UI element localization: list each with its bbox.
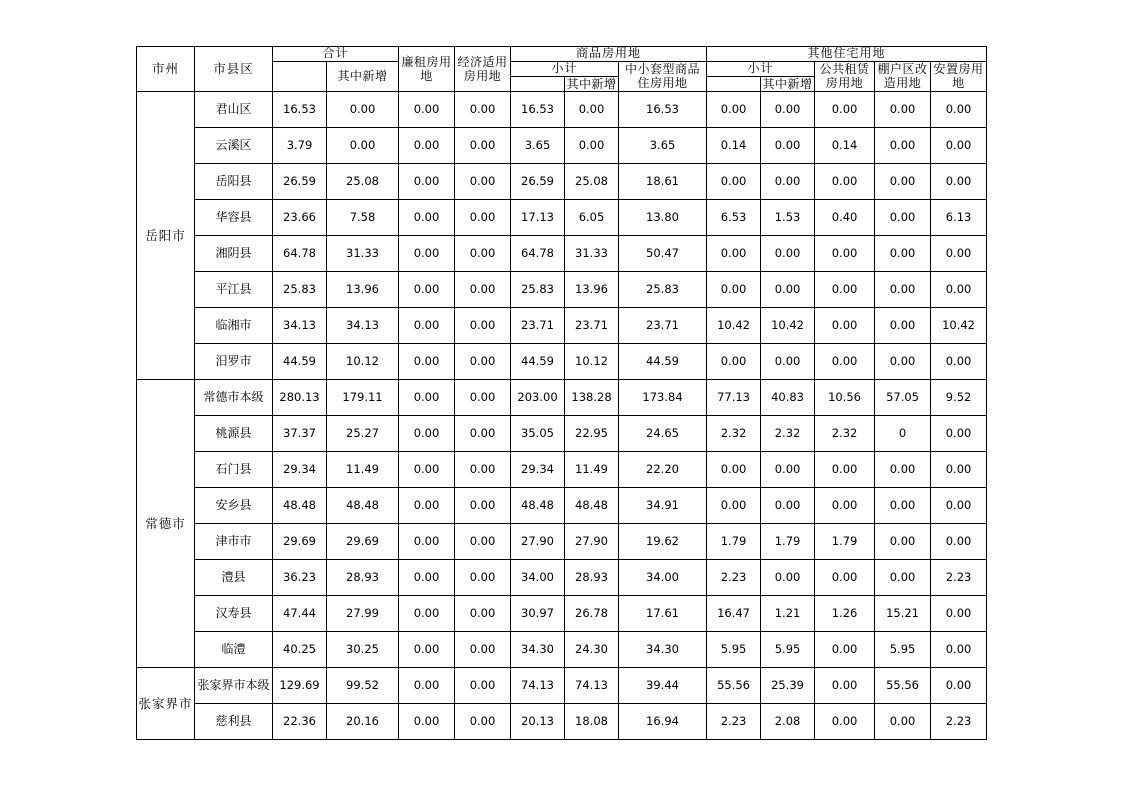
value-cell: 34.30 <box>619 631 707 667</box>
header-lianzu: 廉租房用地 <box>399 47 455 92</box>
value-cell: 0.14 <box>815 127 875 163</box>
value-cell: 0.00 <box>815 667 875 703</box>
value-cell: 0.00 <box>931 451 987 487</box>
value-cell: 0.00 <box>875 199 931 235</box>
value-cell: 17.13 <box>511 199 565 235</box>
value-cell: 0 <box>875 415 931 451</box>
table-row <box>137 523 987 559</box>
value-cell: 0.00 <box>875 451 931 487</box>
value-cell: 280.13 <box>273 379 327 415</box>
value-cell: 1.53 <box>761 199 815 235</box>
header-county: 市县区 <box>195 47 273 92</box>
value-cell: 2.08 <box>761 703 815 739</box>
header-jingji: 经济适用房用地 <box>455 47 511 92</box>
table-body <box>137 91 987 739</box>
value-cell: 0.00 <box>707 451 761 487</box>
county-cell: 汨罗市 <box>195 343 273 379</box>
value-cell: 1.26 <box>815 595 875 631</box>
value-cell: 0.00 <box>815 271 875 307</box>
value-cell: 0.00 <box>455 307 511 343</box>
value-cell: 55.56 <box>707 667 761 703</box>
table-row <box>137 91 987 127</box>
value-cell: 23.71 <box>619 307 707 343</box>
value-cell: 23.71 <box>565 307 619 343</box>
county-cell: 汉寿县 <box>195 595 273 631</box>
value-cell: 9.52 <box>931 379 987 415</box>
value-cell: 44.59 <box>619 343 707 379</box>
value-cell: 16.94 <box>619 703 707 739</box>
value-cell: 0.00 <box>875 343 931 379</box>
table-row <box>137 631 987 667</box>
value-cell: 0.00 <box>761 343 815 379</box>
county-cell: 澧县 <box>195 559 273 595</box>
value-cell: 0.00 <box>455 631 511 667</box>
value-cell: 0.00 <box>455 343 511 379</box>
value-cell: 2.32 <box>815 415 875 451</box>
value-cell: 29.34 <box>273 451 327 487</box>
value-cell: 0.00 <box>707 487 761 523</box>
value-cell: 10.12 <box>327 343 399 379</box>
table-row <box>137 667 987 703</box>
table-container <box>136 46 986 740</box>
value-cell: 0.00 <box>399 559 455 595</box>
county-cell: 君山区 <box>195 91 273 127</box>
header-anzhi: 安置房用地 <box>931 61 987 91</box>
value-cell: 64.78 <box>511 235 565 271</box>
value-cell: 0.00 <box>327 91 399 127</box>
value-cell: 50.47 <box>619 235 707 271</box>
table-row <box>137 307 987 343</box>
table-row <box>137 703 987 739</box>
value-cell: 24.30 <box>565 631 619 667</box>
value-cell: 22.95 <box>565 415 619 451</box>
value-cell: 0.00 <box>761 163 815 199</box>
value-cell: 0.00 <box>707 343 761 379</box>
value-cell: 0.00 <box>875 127 931 163</box>
value-cell: 3.65 <box>619 127 707 163</box>
value-cell: 6.13 <box>931 199 987 235</box>
county-cell: 桃源县 <box>195 415 273 451</box>
value-cell: 57.05 <box>875 379 931 415</box>
header-row-1 <box>137 47 987 62</box>
value-cell: 0.00 <box>875 703 931 739</box>
value-cell: 25.83 <box>619 271 707 307</box>
value-cell: 0.00 <box>455 451 511 487</box>
value-cell: 138.28 <box>565 379 619 415</box>
table-row <box>137 271 987 307</box>
value-cell: 0.00 <box>327 127 399 163</box>
table-row <box>137 595 987 631</box>
value-cell: 48.48 <box>511 487 565 523</box>
county-cell: 岳阳县 <box>195 163 273 199</box>
value-cell: 64.78 <box>273 235 327 271</box>
value-cell: 22.20 <box>619 451 707 487</box>
value-cell: 26.59 <box>273 163 327 199</box>
value-cell: 48.48 <box>565 487 619 523</box>
table-row <box>137 163 987 199</box>
value-cell: 44.59 <box>273 343 327 379</box>
county-cell: 临澧 <box>195 631 273 667</box>
value-cell: 2.23 <box>707 703 761 739</box>
value-cell: 22.36 <box>273 703 327 739</box>
table-header <box>137 47 987 92</box>
value-cell: 36.23 <box>273 559 327 595</box>
value-cell: 0.00 <box>931 631 987 667</box>
county-cell: 湘阴县 <box>195 235 273 271</box>
value-cell: 34.13 <box>327 307 399 343</box>
value-cell: 30.25 <box>327 631 399 667</box>
value-cell: 13.80 <box>619 199 707 235</box>
value-cell: 17.61 <box>619 595 707 631</box>
value-cell: 2.23 <box>707 559 761 595</box>
value-cell: 10.12 <box>565 343 619 379</box>
header-gonggong: 公共租赁房用地 <box>815 61 875 91</box>
value-cell: 0.00 <box>815 307 875 343</box>
value-cell: 2.23 <box>931 703 987 739</box>
table-row <box>137 415 987 451</box>
value-cell: 1.79 <box>707 523 761 559</box>
value-cell: 0.00 <box>565 127 619 163</box>
value-cell: 5.95 <box>707 631 761 667</box>
value-cell: 19.62 <box>619 523 707 559</box>
table-row <box>137 127 987 163</box>
value-cell: 0.00 <box>707 235 761 271</box>
value-cell: 0.00 <box>931 523 987 559</box>
value-cell: 0.00 <box>761 235 815 271</box>
value-cell: 0.00 <box>399 631 455 667</box>
value-cell: 18.08 <box>565 703 619 739</box>
value-cell: 11.49 <box>327 451 399 487</box>
value-cell: 6.53 <box>707 199 761 235</box>
value-cell: 39.44 <box>619 667 707 703</box>
value-cell: 25.83 <box>511 271 565 307</box>
value-cell: 0.00 <box>931 271 987 307</box>
value-cell: 29.34 <box>511 451 565 487</box>
value-cell: 25.83 <box>273 271 327 307</box>
value-cell: 0.00 <box>399 487 455 523</box>
header-other-subtotal-blank <box>707 76 761 91</box>
value-cell: 28.93 <box>565 559 619 595</box>
value-cell: 26.59 <box>511 163 565 199</box>
value-cell: 0.00 <box>399 235 455 271</box>
value-cell: 10.56 <box>815 379 875 415</box>
value-cell: 0.00 <box>931 343 987 379</box>
county-cell: 华容县 <box>195 199 273 235</box>
value-cell: 15.21 <box>875 595 931 631</box>
value-cell: 0.00 <box>399 127 455 163</box>
value-cell: 16.53 <box>273 91 327 127</box>
header-other-group: 其他住宅用地 <box>707 47 987 62</box>
header-other-sub: 小计 <box>707 61 815 76</box>
value-cell: 0.00 <box>455 559 511 595</box>
value-cell: 0.00 <box>815 451 875 487</box>
value-cell: 13.96 <box>327 271 399 307</box>
value-cell: 74.13 <box>511 667 565 703</box>
table-row <box>137 379 987 415</box>
header-region: 市州 <box>137 47 195 92</box>
value-cell: 37.37 <box>273 415 327 451</box>
value-cell: 2.32 <box>707 415 761 451</box>
county-cell: 慈利县 <box>195 703 273 739</box>
value-cell: 13.96 <box>565 271 619 307</box>
header-commodity-group: 商品房用地 <box>511 47 707 62</box>
value-cell: 34.00 <box>619 559 707 595</box>
value-cell: 0.00 <box>399 91 455 127</box>
value-cell: 40.83 <box>761 379 815 415</box>
value-cell: 23.71 <box>511 307 565 343</box>
value-cell: 3.79 <box>273 127 327 163</box>
county-cell: 张家界市本级 <box>195 667 273 703</box>
value-cell: 203.00 <box>511 379 565 415</box>
value-cell: 0.00 <box>931 415 987 451</box>
value-cell: 25.08 <box>565 163 619 199</box>
value-cell: 0.00 <box>399 451 455 487</box>
value-cell: 0.00 <box>455 379 511 415</box>
table-row <box>137 199 987 235</box>
value-cell: 1.79 <box>761 523 815 559</box>
table-row <box>137 235 987 271</box>
value-cell: 23.66 <box>273 199 327 235</box>
value-cell: 0.00 <box>931 235 987 271</box>
county-cell: 临湘市 <box>195 307 273 343</box>
header-total-blank <box>273 61 327 91</box>
header-commodity-subtotal-blank <box>511 76 565 91</box>
value-cell: 0.00 <box>815 631 875 667</box>
value-cell: 0.00 <box>455 415 511 451</box>
value-cell: 0.00 <box>399 307 455 343</box>
value-cell: 2.23 <box>931 559 987 595</box>
value-cell: 27.90 <box>511 523 565 559</box>
value-cell: 25.08 <box>327 163 399 199</box>
value-cell: 0.00 <box>761 127 815 163</box>
value-cell: 20.16 <box>327 703 399 739</box>
value-cell: 27.99 <box>327 595 399 631</box>
value-cell: 0.00 <box>931 127 987 163</box>
value-cell: 0.00 <box>399 271 455 307</box>
value-cell: 48.48 <box>327 487 399 523</box>
value-cell: 0.00 <box>707 163 761 199</box>
value-cell: 24.65 <box>619 415 707 451</box>
value-cell: 0.00 <box>875 523 931 559</box>
value-cell: 0.00 <box>455 523 511 559</box>
header-total-group: 合计 <box>273 47 399 62</box>
value-cell: 0.00 <box>815 235 875 271</box>
value-cell: 6.05 <box>565 199 619 235</box>
value-cell: 0.00 <box>931 487 987 523</box>
value-cell: 35.05 <box>511 415 565 451</box>
value-cell: 30.97 <box>511 595 565 631</box>
value-cell: 0.00 <box>815 343 875 379</box>
table-row <box>137 343 987 379</box>
county-cell: 安乡县 <box>195 487 273 523</box>
value-cell: 44.59 <box>511 343 565 379</box>
table-row <box>137 487 987 523</box>
region-cell: 岳阳市 <box>137 91 195 379</box>
value-cell: 0.00 <box>875 271 931 307</box>
value-cell: 0.00 <box>399 703 455 739</box>
value-cell: 31.33 <box>565 235 619 271</box>
value-cell: 179.11 <box>327 379 399 415</box>
value-cell: 0.00 <box>931 163 987 199</box>
value-cell: 129.69 <box>273 667 327 703</box>
value-cell: 5.95 <box>761 631 815 667</box>
value-cell: 0.40 <box>815 199 875 235</box>
value-cell: 47.44 <box>273 595 327 631</box>
value-cell: 0.00 <box>875 307 931 343</box>
value-cell: 0.00 <box>815 163 875 199</box>
value-cell: 26.78 <box>565 595 619 631</box>
value-cell: 0.00 <box>399 163 455 199</box>
value-cell: 0.00 <box>761 271 815 307</box>
value-cell: 27.90 <box>565 523 619 559</box>
value-cell: 0.00 <box>815 703 875 739</box>
value-cell: 0.00 <box>931 91 987 127</box>
value-cell: 0.00 <box>815 559 875 595</box>
value-cell: 0.00 <box>399 379 455 415</box>
county-cell: 平江县 <box>195 271 273 307</box>
value-cell: 10.42 <box>761 307 815 343</box>
value-cell: 99.52 <box>327 667 399 703</box>
value-cell: 0.00 <box>399 415 455 451</box>
value-cell: 34.00 <box>511 559 565 595</box>
value-cell: 1.79 <box>815 523 875 559</box>
value-cell: 0.00 <box>815 91 875 127</box>
header-commodity-new: 其中新增 <box>566 76 617 91</box>
region-cell: 常德市 <box>137 379 195 667</box>
value-cell: 0.00 <box>761 91 815 127</box>
county-cell: 常德市本级 <box>195 379 273 415</box>
value-cell: 18.61 <box>619 163 707 199</box>
value-cell: 0.00 <box>399 595 455 631</box>
value-cell: 5.95 <box>875 631 931 667</box>
value-cell: 11.49 <box>565 451 619 487</box>
header-total-new: 其中新增 <box>327 61 399 91</box>
value-cell: 10.42 <box>931 307 987 343</box>
value-cell: 0.00 <box>455 199 511 235</box>
value-cell: 0.00 <box>761 451 815 487</box>
header-commodity-mid: 中小套型商品住房用地 <box>619 61 707 91</box>
value-cell: 55.56 <box>875 667 931 703</box>
value-cell: 77.13 <box>707 379 761 415</box>
value-cell: 0.00 <box>455 271 511 307</box>
value-cell: 10.42 <box>707 307 761 343</box>
value-cell: 0.00 <box>455 487 511 523</box>
value-cell: 0.00 <box>455 667 511 703</box>
value-cell: 25.39 <box>761 667 815 703</box>
county-cell: 津市市 <box>195 523 273 559</box>
value-cell: 48.48 <box>273 487 327 523</box>
value-cell: 40.25 <box>273 631 327 667</box>
value-cell: 0.00 <box>455 703 511 739</box>
value-cell: 34.13 <box>273 307 327 343</box>
value-cell: 29.69 <box>327 523 399 559</box>
land-supply-table <box>136 46 987 740</box>
value-cell: 28.93 <box>327 559 399 595</box>
value-cell: 34.30 <box>511 631 565 667</box>
value-cell: 0.00 <box>399 667 455 703</box>
table-row <box>137 559 987 595</box>
value-cell: 0.00 <box>455 163 511 199</box>
value-cell: 74.13 <box>565 667 619 703</box>
value-cell: 2.32 <box>761 415 815 451</box>
value-cell: 16.53 <box>511 91 565 127</box>
value-cell: 0.00 <box>761 559 815 595</box>
value-cell: 7.58 <box>327 199 399 235</box>
header-commodity-sub: 小计 <box>511 61 619 76</box>
value-cell: 0.00 <box>455 235 511 271</box>
value-cell: 0.00 <box>875 487 931 523</box>
value-cell: 34.91 <box>619 487 707 523</box>
header-other-new: 其中新增 <box>762 76 813 91</box>
value-cell: 31.33 <box>327 235 399 271</box>
value-cell: 0.00 <box>931 595 987 631</box>
value-cell: 20.13 <box>511 703 565 739</box>
value-cell: 0.00 <box>455 91 511 127</box>
value-cell: 0.00 <box>815 487 875 523</box>
value-cell: 29.69 <box>273 523 327 559</box>
value-cell: 0.00 <box>399 343 455 379</box>
value-cell: 0.00 <box>761 487 815 523</box>
value-cell: 0.00 <box>875 163 931 199</box>
value-cell: 25.27 <box>327 415 399 451</box>
value-cell: 0.14 <box>707 127 761 163</box>
table-row <box>137 451 987 487</box>
value-cell: 0.00 <box>707 91 761 127</box>
value-cell: 0.00 <box>399 523 455 559</box>
value-cell: 3.65 <box>511 127 565 163</box>
region-cell: 张家界市 <box>137 667 195 739</box>
value-cell: 0.00 <box>931 667 987 703</box>
header-penghu: 棚户区改造用地 <box>875 61 931 91</box>
value-cell: 0.00 <box>875 91 931 127</box>
value-cell: 16.53 <box>619 91 707 127</box>
value-cell: 16.47 <box>707 595 761 631</box>
value-cell: 1.21 <box>761 595 815 631</box>
value-cell: 0.00 <box>875 235 931 271</box>
county-cell: 云溪区 <box>195 127 273 163</box>
value-cell: 0.00 <box>399 199 455 235</box>
value-cell: 0.00 <box>455 595 511 631</box>
value-cell: 0.00 <box>875 559 931 595</box>
county-cell: 石门县 <box>195 451 273 487</box>
value-cell: 0.00 <box>455 127 511 163</box>
value-cell: 173.84 <box>619 379 707 415</box>
value-cell: 0.00 <box>707 271 761 307</box>
value-cell: 0.00 <box>565 91 619 127</box>
